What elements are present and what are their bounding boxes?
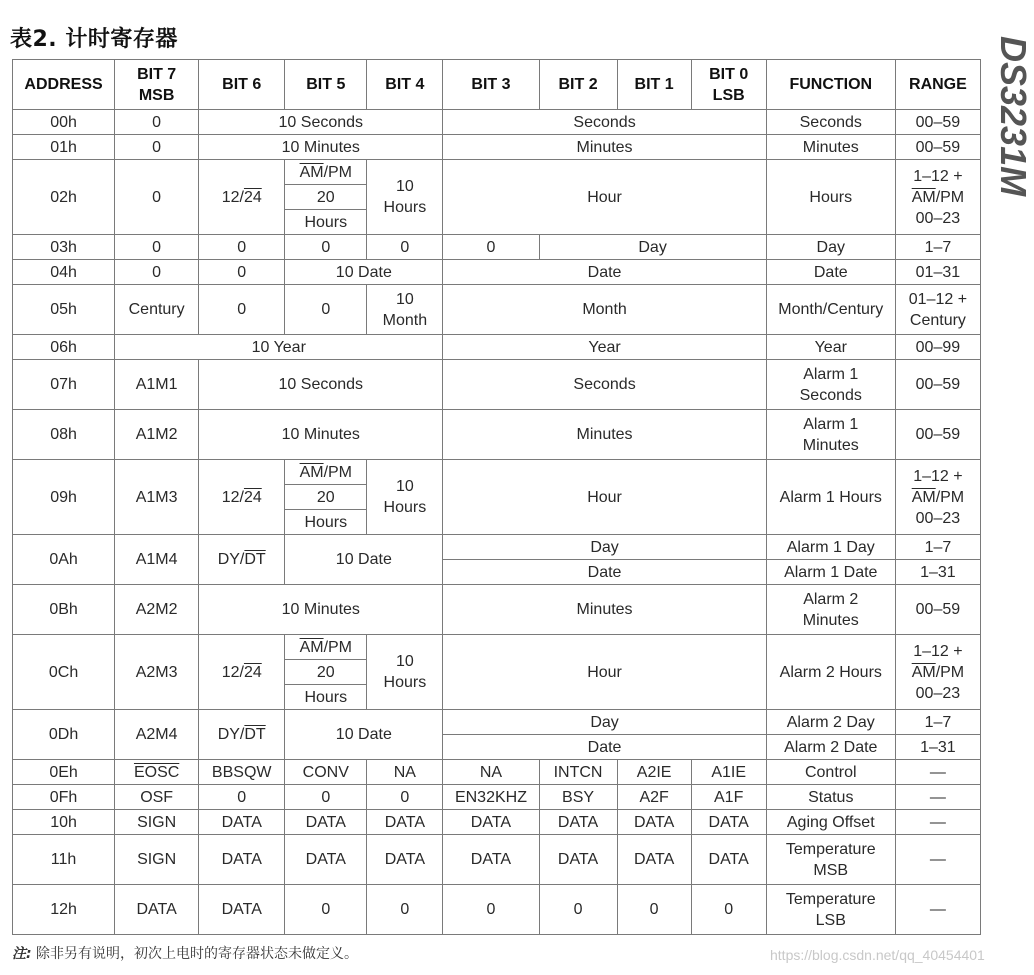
bit-cell: 0 [285, 785, 367, 810]
bit-cell: $DY/\overline{DT}$ [199, 535, 285, 585]
bit-cell: $DY/\overline{DT}$ [199, 710, 285, 760]
bit-cell: $\overline{AM}/PM$ [285, 460, 367, 485]
bit-cell: Seconds [443, 360, 766, 410]
range-cell: — [895, 760, 980, 785]
range-cell: 1–31 [895, 560, 980, 585]
bit-cell: BSY [539, 785, 617, 810]
function-cell: Month/Century [766, 285, 895, 335]
bit-cell: INTCN [539, 760, 617, 785]
bit-cell: A1M3 [115, 460, 199, 535]
bit-cell: DATA [539, 810, 617, 835]
bit-cell: DATA [443, 810, 539, 835]
bit-cell: 12/24 [199, 460, 285, 535]
bit-cell: Seconds [443, 110, 766, 135]
table-row [13, 235, 981, 260]
bit-cell: 10 Seconds [199, 110, 443, 135]
header-row [13, 60, 981, 110]
bit-cell: SIGN [115, 810, 199, 835]
bit-cell: 10 Seconds [199, 360, 443, 410]
bit-cell: Year [443, 335, 766, 360]
header-bit5: BIT 5 [285, 60, 367, 110]
header-bit4: BIT 4 [367, 60, 443, 110]
bit-cell: 0 [617, 885, 691, 935]
function-cell: Year [766, 335, 895, 360]
bit-cell: 20 [285, 485, 367, 510]
range-cell: 01–31 [895, 260, 980, 285]
table-row [13, 635, 981, 660]
address-cell: 01h [13, 135, 115, 160]
range-cell: 1–12 + $\overline{AM}/PM$ 00–23 [895, 635, 980, 710]
bit-cell: EOSC [115, 760, 199, 785]
bit-cell: Date [443, 735, 766, 760]
bit-cell: Minutes [443, 135, 766, 160]
function-cell: Alarm 1 Date [766, 560, 895, 585]
address-cell: 10h [13, 810, 115, 835]
bit-cell: 0 [199, 285, 285, 335]
bit-cell: 12/24 [199, 635, 285, 710]
range-cell: — [895, 835, 980, 885]
bit-cell: 0 [115, 160, 199, 235]
range-cell: 1–31 [895, 735, 980, 760]
bit-cell: Day [443, 710, 766, 735]
bit-cell: 0 [199, 235, 285, 260]
bit-cell: 10 Year [115, 335, 443, 360]
watermark-url: https://blog.csdn.net/qq_40454401 [770, 947, 985, 963]
header-bit1: BIT 1 [617, 60, 691, 110]
address-cell: 0Dh [13, 710, 115, 760]
bit-cell: Hour [443, 635, 766, 710]
table-row [13, 810, 981, 835]
function-cell: Status [766, 785, 895, 810]
bit-cell: 10 Minutes [199, 135, 443, 160]
timekeeping-register-table [12, 59, 981, 935]
function-cell: Control [766, 760, 895, 785]
bit-cell: 10 Date [285, 710, 443, 760]
bit-cell: Hour [443, 460, 766, 535]
bit-cell: 10 Hours [367, 160, 443, 235]
header-bit0: BIT 0 LSB [691, 60, 766, 110]
bit-cell: Hours [285, 510, 367, 535]
bit-cell: 10 Date [285, 260, 443, 285]
bit-cell: Date [443, 560, 766, 585]
header-function: FUNCTION [766, 60, 895, 110]
table-row [13, 335, 981, 360]
bit-cell: 0 [367, 885, 443, 935]
bit-cell: DATA [539, 835, 617, 885]
bit-cell: 0 [539, 885, 617, 935]
function-cell: Aging Offset [766, 810, 895, 835]
function-cell: Alarm 1 Hours [766, 460, 895, 535]
bit-cell: 0 [367, 235, 443, 260]
bit-cell: NA [443, 760, 539, 785]
bit-cell: NA [367, 760, 443, 785]
bit-cell: 0 [199, 260, 285, 285]
table-row [13, 785, 981, 810]
range-cell: — [895, 785, 980, 810]
range-cell: 1–7 [895, 710, 980, 735]
bit-cell: DATA [285, 810, 367, 835]
function-cell: Alarm 1 Seconds [766, 360, 895, 410]
function-cell: Temperature LSB [766, 885, 895, 935]
table-row [13, 885, 981, 935]
range-cell: 00–59 [895, 135, 980, 160]
header-address: ADDRESS [13, 60, 115, 110]
table-row [13, 460, 981, 485]
bit-cell: DATA [285, 835, 367, 885]
bit-cell: A2M2 [115, 585, 199, 635]
side-part-number: DS3231M [993, 36, 1034, 197]
header-bit3: BIT 3 [443, 60, 539, 110]
header-bit6: BIT 6 [199, 60, 285, 110]
bit-cell: 10 Month [367, 285, 443, 335]
bit-cell: 10 Minutes [199, 585, 443, 635]
address-cell: 06h [13, 335, 115, 360]
range-cell: 00–59 [895, 410, 980, 460]
address-cell: 03h [13, 235, 115, 260]
bit-cell: A2M4 [115, 710, 199, 760]
bit-cell: A1M4 [115, 535, 199, 585]
bit-cell: Date [443, 260, 766, 285]
address-cell: 04h [13, 260, 115, 285]
address-cell: 08h [13, 410, 115, 460]
table-row [13, 360, 981, 410]
address-cell: 0Fh [13, 785, 115, 810]
address-cell: 11h [13, 835, 115, 885]
bit-cell: A1IE [691, 760, 766, 785]
bit-cell: 0 [115, 135, 199, 160]
footnote: 注: 除非另有说明，初次上电时的寄存器状态未做定义。 [12, 946, 359, 962]
range-cell: — [895, 885, 980, 935]
range-cell: 1–7 [895, 235, 980, 260]
bit-cell: 10 Minutes [199, 410, 443, 460]
bit-cell: A2IE [617, 760, 691, 785]
bit-cell: Minutes [443, 585, 766, 635]
bit-cell: SIGN [115, 835, 199, 885]
bit-cell: 0 [115, 260, 199, 285]
table-row [13, 535, 981, 560]
bit-cell: 10 Date [285, 535, 443, 585]
table-row [13, 710, 981, 735]
bit-cell: DATA [617, 810, 691, 835]
bit-cell: A1M1 [115, 360, 199, 410]
bit-cell: Hours [285, 210, 367, 235]
bit-cell: EN32KHZ [443, 785, 539, 810]
bit-cell: 0 [691, 885, 766, 935]
address-cell: 0Ch [13, 635, 115, 710]
header-bit7: BIT 7 MSB [115, 60, 199, 110]
bit-cell: CONV [285, 760, 367, 785]
address-cell: 02h [13, 160, 115, 235]
function-cell: Alarm 2 Minutes [766, 585, 895, 635]
table-row [13, 285, 981, 335]
bit-cell: Day [539, 235, 766, 260]
bit-cell: 0 [443, 885, 539, 935]
bit-cell: Day [443, 535, 766, 560]
table-row [13, 160, 981, 185]
bit-cell: 0 [367, 785, 443, 810]
address-cell: 00h [13, 110, 115, 135]
header-range: RANGE [895, 60, 980, 110]
bit-cell: DATA [617, 835, 691, 885]
bit-cell: $\overline{AM}/PM$ [285, 160, 367, 185]
address-cell: 12h [13, 885, 115, 935]
function-cell: Alarm 2 Day [766, 710, 895, 735]
bit-cell: DATA [199, 885, 285, 935]
function-cell: Seconds [766, 110, 895, 135]
bit-cell: 0 [443, 235, 539, 260]
bit-cell: Hours [285, 685, 367, 710]
bit-cell: A1F [691, 785, 766, 810]
function-cell: Day [766, 235, 895, 260]
bit-cell: OSF [115, 785, 199, 810]
bit-cell: 20 [285, 185, 367, 210]
bit-cell: DATA [199, 835, 285, 885]
range-cell: 00–59 [895, 360, 980, 410]
table-title: 表2. 计时寄存器 [10, 27, 178, 52]
bit-cell: 0 [285, 885, 367, 935]
bit-cell: 10 Hours [367, 460, 443, 535]
function-cell: Minutes [766, 135, 895, 160]
bit-cell: A2M3 [115, 635, 199, 710]
table-row [13, 410, 981, 460]
bit-cell: DATA [115, 885, 199, 935]
function-cell: Temperature MSB [766, 835, 895, 885]
bit-cell: A1M2 [115, 410, 199, 460]
address-cell: 07h [13, 360, 115, 410]
bit-cell: DATA [367, 810, 443, 835]
address-cell: 0Eh [13, 760, 115, 785]
bit-cell: Month [443, 285, 766, 335]
range-cell: 00–59 [895, 585, 980, 635]
table-row [13, 110, 981, 135]
bit-cell: DATA [367, 835, 443, 885]
bit-cell: DATA [691, 835, 766, 885]
bit-cell: Century [115, 285, 199, 335]
address-cell: 0Bh [13, 585, 115, 635]
bit-cell: $\overline{AM}/PM$ [285, 635, 367, 660]
bit-cell: DATA [691, 810, 766, 835]
bit-cell: Minutes [443, 410, 766, 460]
function-cell: Hours [766, 160, 895, 235]
bit-cell: A2F [617, 785, 691, 810]
bit-cell: 12/24 [199, 160, 285, 235]
bit-cell: Hour [443, 160, 766, 235]
bit-cell: 0 [115, 235, 199, 260]
address-cell: 09h [13, 460, 115, 535]
address-cell: 0Ah [13, 535, 115, 585]
range-cell: 00–99 [895, 335, 980, 360]
bit-cell: 10 Hours [367, 635, 443, 710]
range-cell: 1–7 [895, 535, 980, 560]
table-row [13, 260, 981, 285]
table-row [13, 585, 981, 635]
function-cell: Alarm 1 Day [766, 535, 895, 560]
range-cell: — [895, 810, 980, 835]
table-row [13, 835, 981, 885]
bit-cell: 0 [199, 785, 285, 810]
bit-cell: 0 [115, 110, 199, 135]
bit-cell: 0 [285, 285, 367, 335]
table-row [13, 135, 981, 160]
bit-cell: 0 [285, 235, 367, 260]
range-cell: 1–12 + $\overline{AM}/PM$ 00–23 [895, 460, 980, 535]
bit-cell: DATA [443, 835, 539, 885]
range-cell: 01–12 + Century [895, 285, 980, 335]
function-cell: Alarm 1 Minutes [766, 410, 895, 460]
table-row [13, 760, 981, 785]
function-cell: Alarm 2 Hours [766, 635, 895, 710]
header-bit2: BIT 2 [539, 60, 617, 110]
function-cell: Alarm 2 Date [766, 735, 895, 760]
function-cell: Date [766, 260, 895, 285]
bit-cell: DATA [199, 810, 285, 835]
address-cell: 05h [13, 285, 115, 335]
bit-cell: 20 [285, 660, 367, 685]
range-cell: 00–59 [895, 110, 980, 135]
bit-cell: BBSQW [199, 760, 285, 785]
range-cell: 1–12 + $\overline{AM}/PM$ 00–23 [895, 160, 980, 235]
